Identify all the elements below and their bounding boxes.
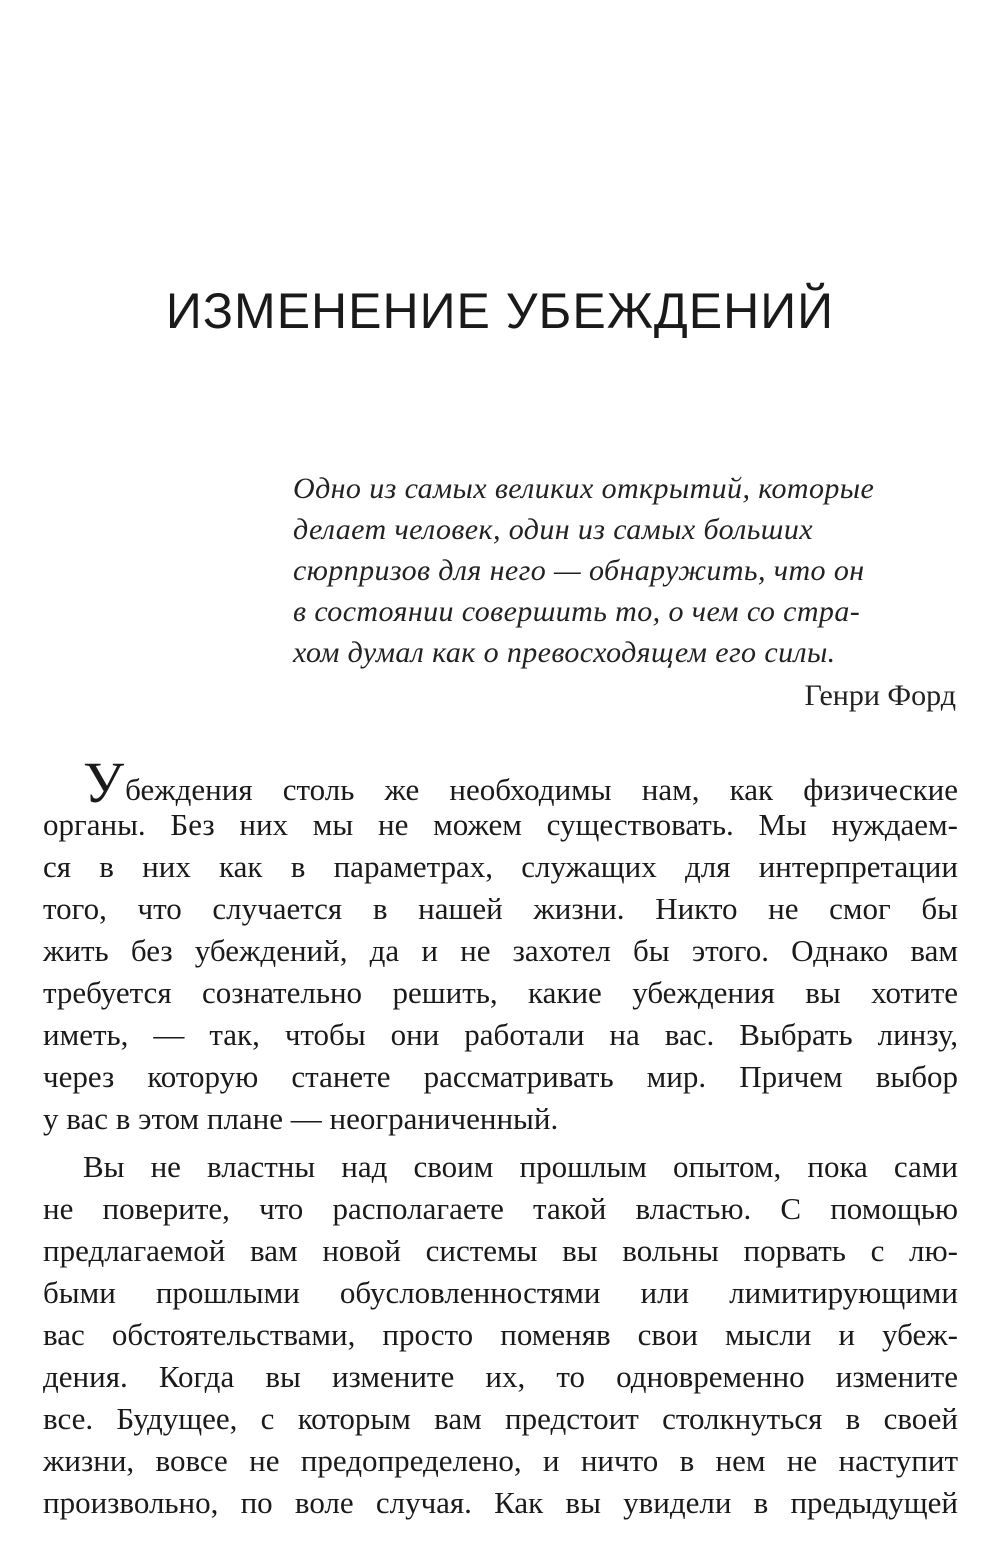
text-line: жить без убеждений, да и не захотел бы этого. Однако вам — [43, 933, 958, 968]
text-line: Вы не властны над своим прошлым опытом, пока сами — [83, 1149, 958, 1184]
epigraph-line: Одно из самых великих открытий, которые — [293, 472, 875, 505]
epigraph-line: сюрпризов для него — обнаружить, что он — [293, 554, 865, 587]
body-text — [43, 750, 958, 1530]
text-line: произвольно, по воле случая. Как вы увидели в предыдущей — [43, 1485, 958, 1520]
paragraph-1 — [43, 750, 958, 1140]
text-line: органы. Без них мы не можем существовать. Мы нуждаем- — [43, 807, 958, 842]
text-line: быми прошлыми обусловленностями или лимитирующими — [43, 1275, 958, 1310]
text-line: того, что случается в нашей жизни. Никто не смог бы — [43, 891, 958, 926]
chapter-title: ИЗМЕНЕНИЕ УБЕЖДЕНИЙ — [165, 283, 835, 339]
epigraph-line: в состоянии совершить то, о чем со стра- — [293, 595, 861, 628]
text-line: жизни, вовсе не предопределено, и ничто в нем не наступит — [43, 1443, 958, 1478]
text-line: не поверите, что располагаете такой властью. С помощью — [43, 1191, 958, 1226]
text-line: дения. Когда вы измените их, то одновременно измените — [43, 1359, 958, 1394]
text-line: через которую станете рассматривать мир. Причем выбор — [43, 1059, 958, 1094]
text-line: требуется сознательно решить, какие убеждения вы хотите — [43, 975, 958, 1010]
text-line-content: беждения столь же необходимы нам, как физические — [125, 772, 958, 807]
text-line: иметь, — так, чтобы они работали на вас. Выбрать линзу, — [43, 1017, 958, 1052]
epigraph-author: Генри Форд — [804, 679, 956, 712]
epigraph-line: делает человек, один из самых больших — [293, 513, 813, 546]
epigraph-line: хом думал как о превосходящем его силы. — [293, 636, 836, 669]
text-line: у вас в этом плане — неограниченный. — [43, 1101, 559, 1136]
text-line: вас обстоятельствами, просто поменяв свои мысли и убеж- — [43, 1317, 958, 1352]
drop-cap: У — [83, 750, 125, 815]
text-line: предлагаемой вам новой системы вы вольны порвать с лю- — [43, 1233, 958, 1268]
text-line: все. Будущее, с которым вам предстоит столкнуться в своей — [43, 1401, 958, 1436]
epigraph — [293, 468, 956, 716]
paragraph-2 — [43, 1146, 958, 1524]
text-line — [43, 750, 958, 815]
text-line: ся в них как в параметрах, служащих для интерпретации — [43, 849, 958, 884]
